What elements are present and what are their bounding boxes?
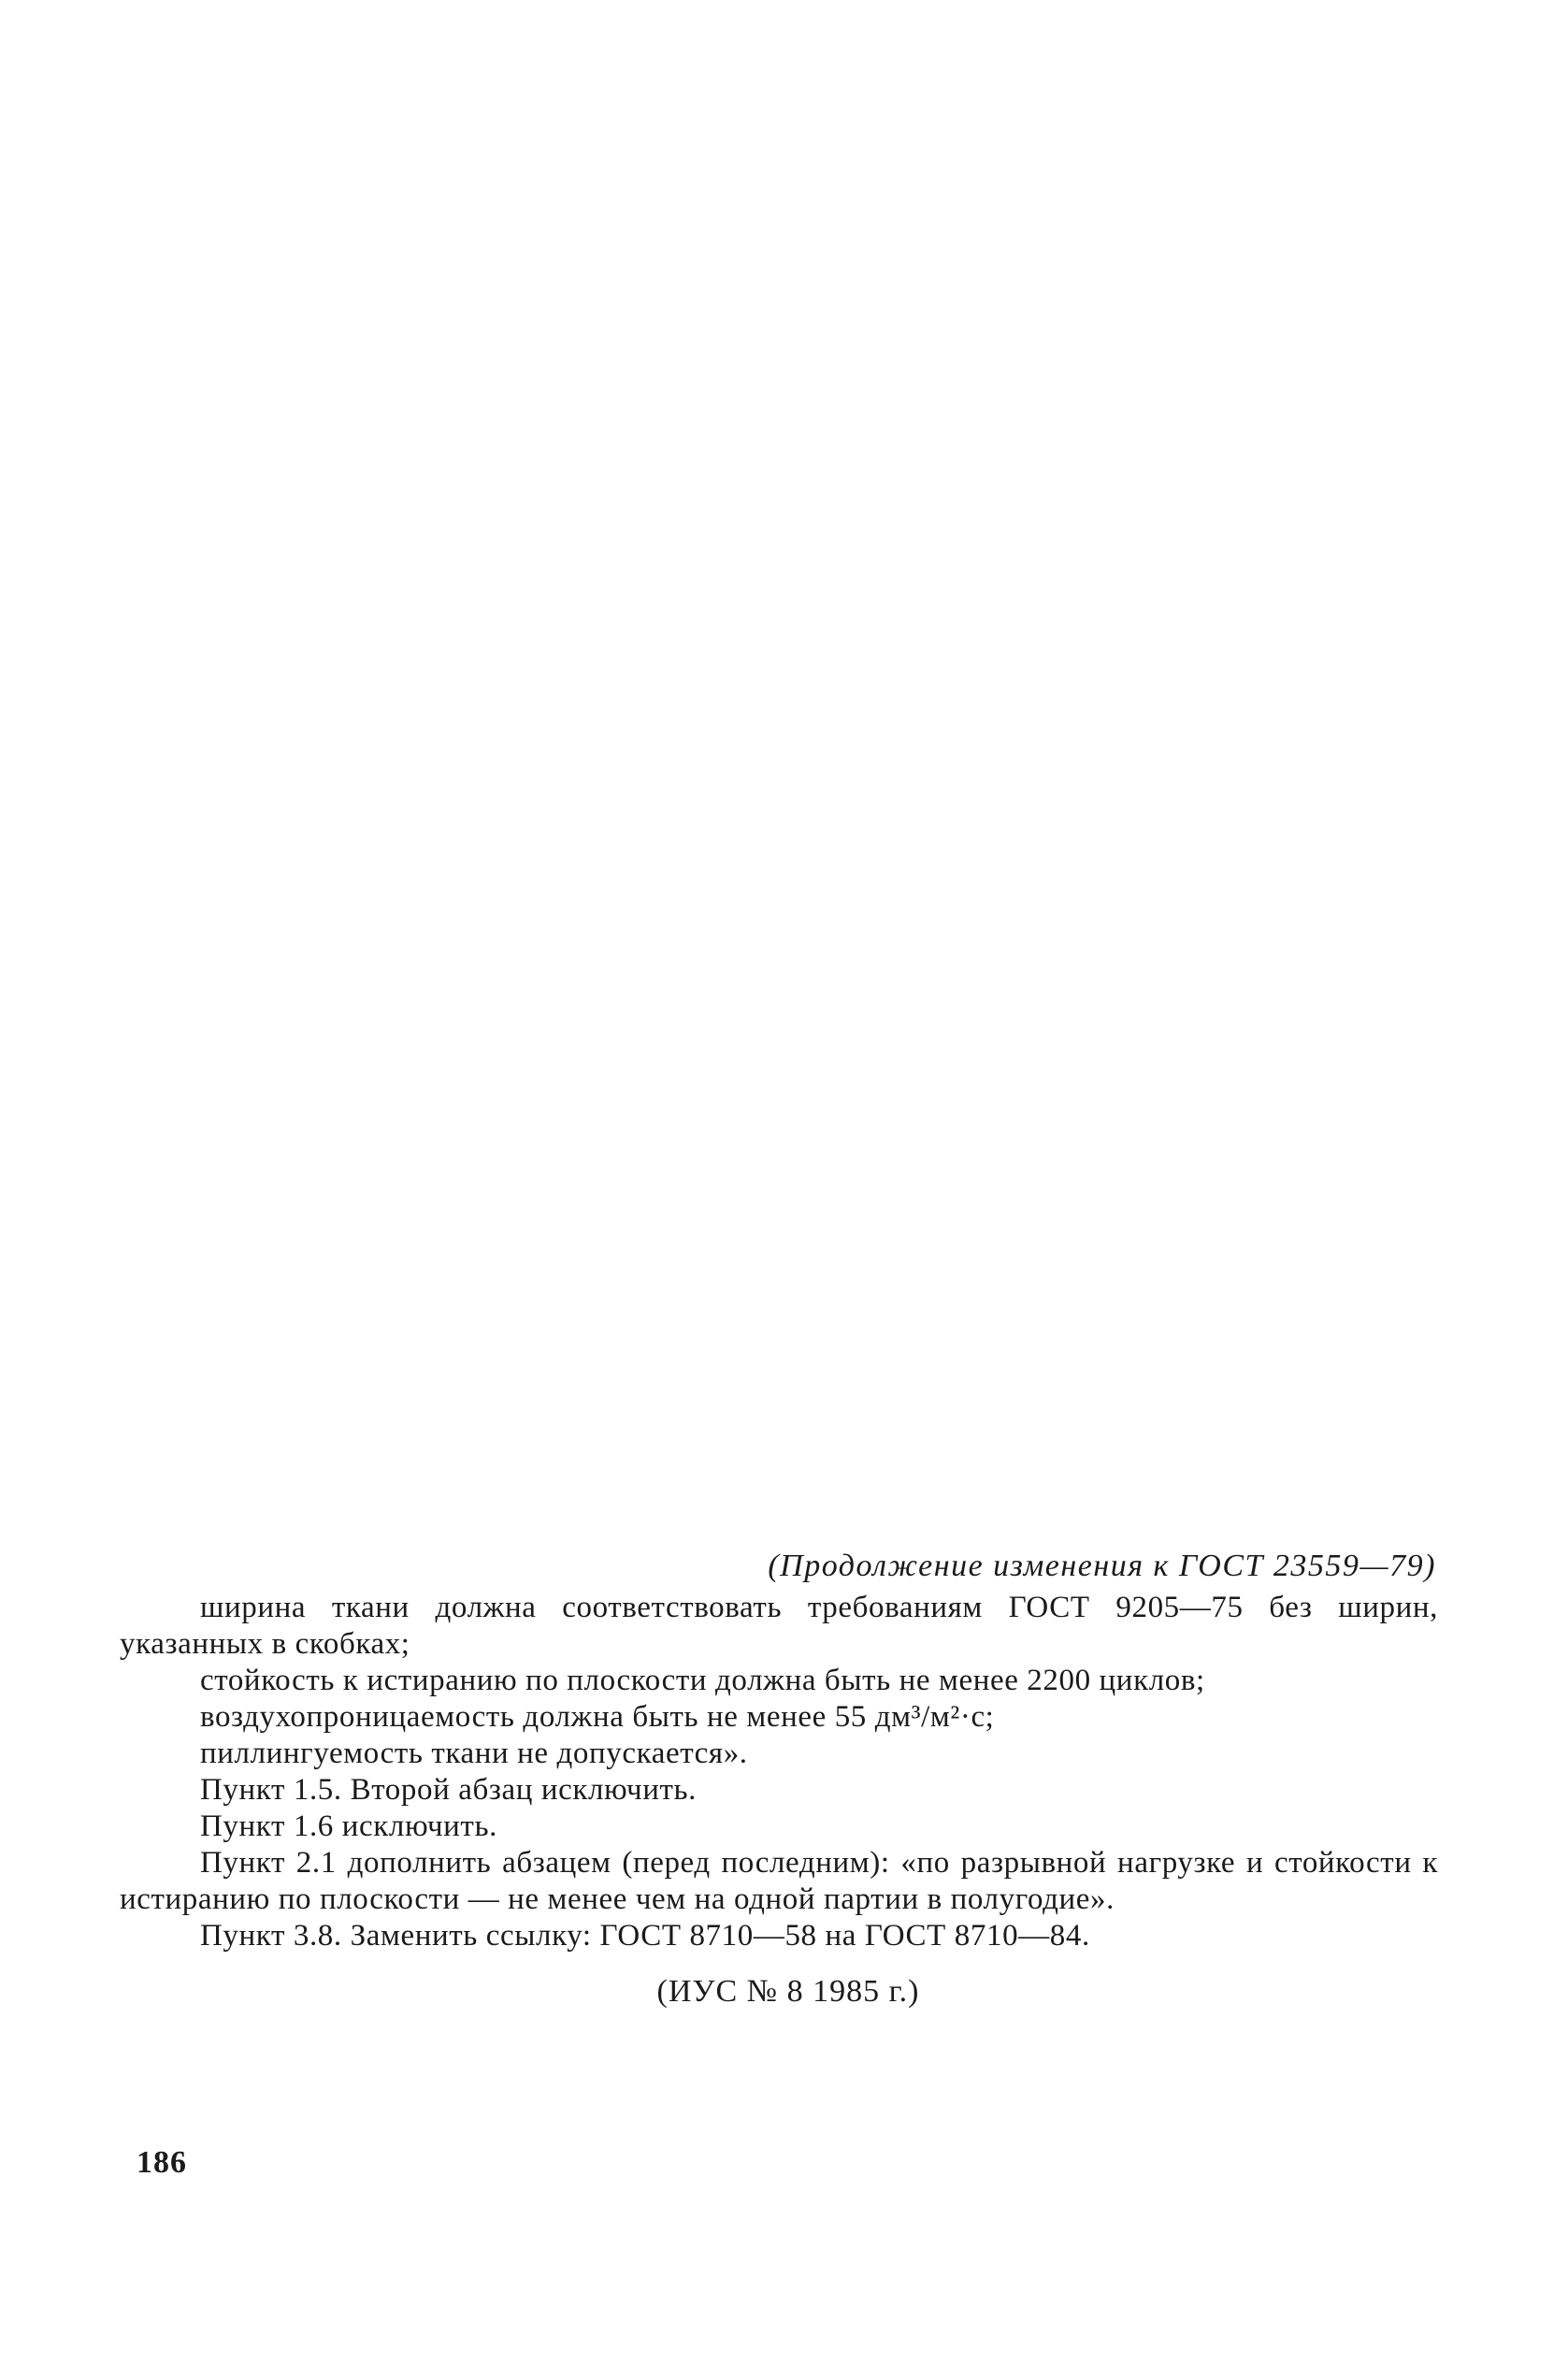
paragraph-width-requirement: ширина ткани должна соответствовать требованиям ГОСТ 9205—75 без ширин, указанных в скобках; [120, 1591, 1438, 1661]
continuation-header: (Продолжение изменения к ГОСТ 23559—79) [768, 1549, 1436, 1583]
paragraph-clause-2-1: Пункт 2.1 дополнить абзацем (перед последним): «по разрывной нагрузке и стойкости к истиранию по плоскости — не менее чем на одной партии в полугодие». [120, 1846, 1438, 1916]
paragraph-clause-3-8: Пункт 3.8. Заменить ссылку: ГОСТ 8710—58 на ГОСТ 8710—84. [200, 1919, 1090, 1953]
paragraph-air-permeability: воздухопроницаемость должна быть не менее 55 дм³/м²·с; [200, 1700, 995, 1734]
paragraph-abrasion-resistance: стойкость к истиранию по плоскости должна быть не менее 2200 циклов; [200, 1664, 1205, 1697]
paragraph-pilling: пиллингуемость ткани не допускается». [200, 1737, 748, 1770]
paragraph-clause-1-6: Пункт 1.6 исключить. [200, 1809, 497, 1843]
source-reference: (ИУС № 8 1985 г.) [656, 1974, 920, 2009]
paragraph-clause-1-5: Пункт 1.5. Второй абзац исключить. [200, 1773, 698, 1807]
amendment-text-block [120, 1548, 1438, 2010]
page-number: 186 [137, 2145, 187, 2180]
